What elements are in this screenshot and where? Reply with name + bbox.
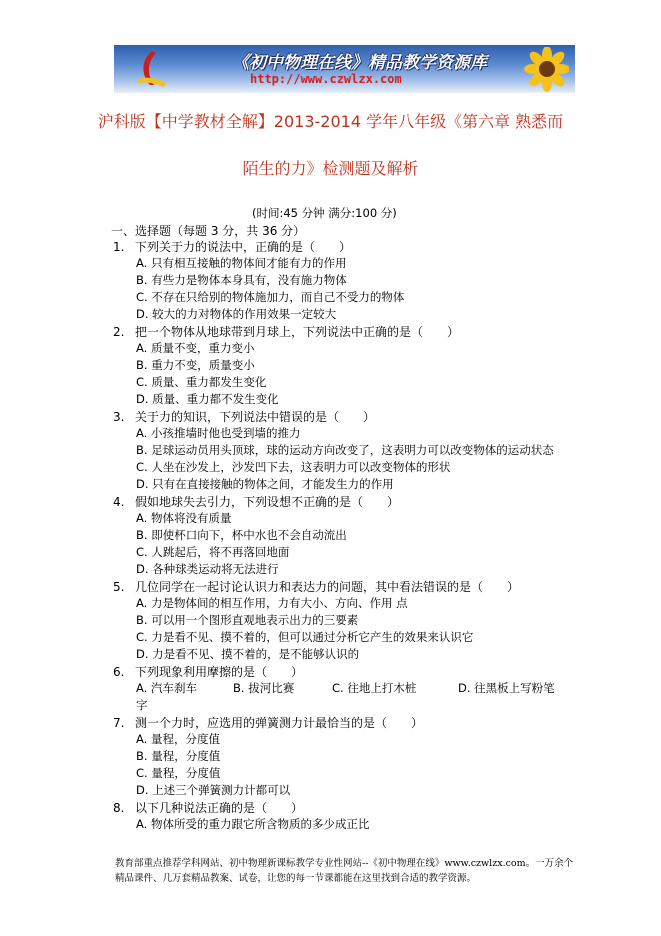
question-number: 7. [113,716,125,730]
question-7-option-d: D. 上述三个弹簧测力计都可以 [136,783,291,797]
question-number: 8. [113,801,125,815]
question-4-option-b: B. 即使杯口向下，杯中水也不会自动流出 [136,528,347,542]
question-5-option-d: D. 力是看不见、摸不着的，是不能够认识的 [136,647,360,661]
question-1-option-b: B. 有些力是物体本身具有，没有施力物体 [136,273,347,287]
question-3 [113,408,375,425]
question-number: 6. [113,665,125,679]
question-7 [113,714,423,731]
question-3-option-b: B. 足球运动员用头顶球，球的运动方向改变了，这表明力可以改变物体的运动状态 [136,443,554,457]
question-text: 假如地球失去引力，下列设想不正确的是（ ） [135,495,400,509]
page-footer: 教育部重点推荐学科网站、初中物理新课标教学专业性网站--《初中物理在线》www.czwlzx.com。一万余个精品课件、几万套精品教案、试卷，让您的每一节课都能在这里找到合适的教学资源。 [115,858,574,884]
question-number: 3. [113,410,125,424]
document-title-line-2: 陌生的力》检测题及解析 [242,159,419,178]
question-6-option-c: C. 往地上打木桩 [332,681,417,695]
exam-time-and-score: (时间:45 分钟 满分:100 分) [252,206,397,220]
question-number: 1. [113,240,125,254]
question-8-option-a: A. 物体所受的重力跟它所含物质的多少成正比 [136,817,370,831]
question-7-option-a: A. 量程，分度值 [136,732,220,746]
question-number: 4. [113,495,125,509]
banner-title: 《初中物理在线》精品教学资源库 [232,53,487,73]
question-4-option-a: A. 物体将没有质量 [136,511,232,525]
question-5 [113,578,519,595]
question-text: 把一个物体从地球带到月球上，下列说法中正确的是（ ） [135,325,460,339]
question-2 [113,323,459,340]
question-3-option-a: A. 小孩推墙时他也受到墙的推力 [136,426,301,440]
question-5-option-a: A. 力是物体间的相互作用，力有大小、方向、作用 点 [136,596,408,610]
question-7-option-b: B. 量程，分度值 [136,749,221,763]
question-1-option-d: D. 较大的力对物体的作用效果一定较大 [136,307,337,321]
question-6 [113,663,303,680]
question-5-option-b: B. 可以用一个图形直观地表示出力的三要素 [136,613,359,627]
question-text: 下列关于力的说法中，正确的是（ ） [135,240,352,254]
question-6-option-b: B. 拔河比赛 [233,681,295,695]
header-banner [114,45,575,93]
question-6-option-d-wrap: 字 [136,698,148,712]
question-text: 以下几种说法正确的是（ ） [135,801,304,815]
question-2-option-d: D. 质量、重力都不发生变化 [136,392,279,406]
question-5-option-c: C. 力是看不见、摸不着的，但可以通过分析它产生的效果来认识它 [136,630,474,644]
section-heading: 一、选择题（每题 3 分，共 36 分） [111,224,306,238]
document-title-line-1: 沪科版【中学教材全解】2013-2014 学年八年级《第六章 熟悉而 [97,112,564,131]
question-3-option-c: C. 人坐在沙发上，沙发凹下去，这表明力可以改变物体的形状 [136,460,451,474]
question-number: 2. [113,325,125,339]
question-1-option-c: C. 不存在只给别的物体施加力，而自己不受力的物体 [136,290,405,304]
question-3-option-d: D. 只有在直接接触的物体之间，才能发生力的作用 [136,477,394,491]
question-1 [113,238,351,255]
question-4 [113,493,399,510]
question-text: 关于力的知识，下列说法中错误的是（ ） [135,410,376,424]
question-7-option-c: C. 量程，分度值 [136,766,221,780]
question-2-option-b: B. 重力不变，质量变小 [136,358,255,372]
question-6-option-a: A. 汽车刹车 [136,681,197,695]
question-4-option-d: D. 各种球类运动将无法进行 [136,562,279,576]
question-1-option-a: A. 只有相互接触的物体间才能有力的作用 [136,256,347,270]
question-number: 5. [113,580,125,594]
question-text: 几位同学在一起讨论认识力和表达力的问题，其中看法错误的是（ ） [135,580,520,594]
question-text: 测一个力时，应选用的弹簧测力计最恰当的是（ ） [135,716,424,730]
site-logo-icon [132,49,172,89]
banner-url: http://www.czwlzx.com [250,72,402,86]
question-6-option-d: D. 往黑板上写粉笔 [458,681,555,695]
question-4-option-c: C. 人跳起后，将不再落回地面 [136,545,290,559]
question-text: 下列现象利用摩擦的是（ ） [135,665,304,679]
question-2-option-a: A. 质量不变，重力变小 [136,341,255,355]
question-2-option-c: C. 质量、重力都发生变化 [136,375,267,389]
sunflower-icon [517,47,569,93]
question-8 [113,799,303,816]
